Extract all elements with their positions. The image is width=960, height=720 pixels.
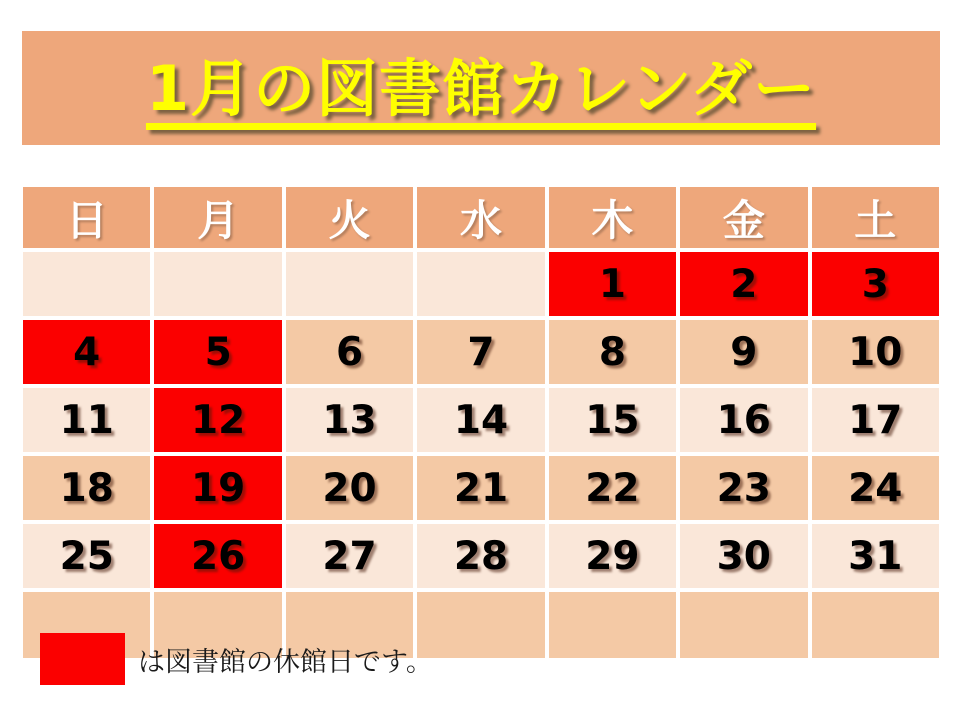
weekday-header-0: 日 xyxy=(23,187,150,248)
closed-day-legend-text: は図書館の休館日です。 xyxy=(138,646,433,678)
calendar-day-cell-31: 31 xyxy=(812,524,939,588)
calendar-day-cell-26: 26 xyxy=(154,524,281,588)
legend-row-cell xyxy=(680,592,807,658)
calendar-week-row-4 xyxy=(23,524,939,588)
calendar-day-cell-8: 8 xyxy=(549,320,676,384)
calendar-day-cell-13: 13 xyxy=(286,388,413,452)
calendar-day-cell-7: 7 xyxy=(417,320,544,384)
calendar-day-cell-12: 12 xyxy=(154,388,281,452)
closed-day-swatch xyxy=(40,633,125,685)
legend-row-cell xyxy=(812,592,939,658)
calendar-day-cell-10: 10 xyxy=(812,320,939,384)
weekday-header-5: 金 xyxy=(680,187,807,248)
calendar-day-cell-1: 1 xyxy=(549,252,676,316)
closed-day-legend xyxy=(40,633,433,685)
weekday-header-6: 土 xyxy=(812,187,939,248)
calendar-day-cell-23: 23 xyxy=(680,456,807,520)
calendar-empty-cell xyxy=(417,252,544,316)
calendar-head xyxy=(23,187,939,248)
calendar-week-row-0 xyxy=(23,252,939,316)
calendar-day-cell-27: 27 xyxy=(286,524,413,588)
weekday-header-4: 木 xyxy=(549,187,676,248)
calendar-table xyxy=(19,183,943,662)
page-title: 1月の図書館カレンダー xyxy=(145,51,817,125)
calendar-day-cell-20: 20 xyxy=(286,456,413,520)
calendar-body xyxy=(23,252,939,658)
calendar-day-cell-29: 29 xyxy=(549,524,676,588)
calendar-day-cell-25: 25 xyxy=(23,524,150,588)
calendar-day-cell-30: 30 xyxy=(680,524,807,588)
calendar-day-cell-24: 24 xyxy=(812,456,939,520)
calendar-day-cell-18: 18 xyxy=(23,456,150,520)
legend-row-cell xyxy=(549,592,676,658)
calendar-empty-cell xyxy=(154,252,281,316)
calendar-day-cell-14: 14 xyxy=(417,388,544,452)
calendar-empty-cell xyxy=(23,252,150,316)
weekday-header-2: 火 xyxy=(286,187,413,248)
calendar-day-cell-16: 16 xyxy=(680,388,807,452)
title-banner xyxy=(22,31,940,145)
calendar-week-row-2 xyxy=(23,388,939,452)
calendar-week-row-1 xyxy=(23,320,939,384)
calendar-day-cell-19: 19 xyxy=(154,456,281,520)
calendar-empty-cell xyxy=(286,252,413,316)
calendar-day-cell-28: 28 xyxy=(417,524,544,588)
legend-row-cell xyxy=(417,592,544,658)
calendar-day-cell-15: 15 xyxy=(549,388,676,452)
calendar-day-cell-3: 3 xyxy=(812,252,939,316)
calendar-day-cell-22: 22 xyxy=(549,456,676,520)
calendar-day-cell-2: 2 xyxy=(680,252,807,316)
calendar-day-cell-11: 11 xyxy=(23,388,150,452)
weekday-header-1: 月 xyxy=(154,187,281,248)
calendar-day-cell-6: 6 xyxy=(286,320,413,384)
calendar-day-cell-5: 5 xyxy=(154,320,281,384)
weekday-header-3: 水 xyxy=(417,187,544,248)
calendar-week-row-3 xyxy=(23,456,939,520)
weekday-header-row xyxy=(23,187,939,248)
calendar-day-cell-9: 9 xyxy=(680,320,807,384)
calendar-day-cell-17: 17 xyxy=(812,388,939,452)
calendar-day-cell-21: 21 xyxy=(417,456,544,520)
calendar-day-cell-4: 4 xyxy=(23,320,150,384)
